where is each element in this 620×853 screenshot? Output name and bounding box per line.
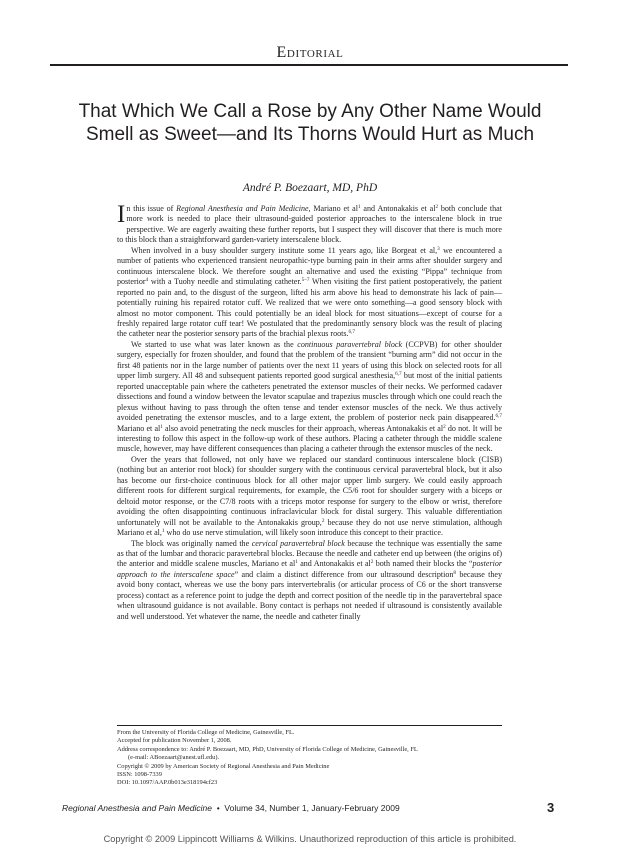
- author-line: André P. Boezaart, MD, PhD: [242, 182, 378, 194]
- term-emphasis: continuous paravertebral block: [297, 339, 403, 349]
- copyright-notice: Copyright © 2009 Lippincott Williams & Wilkins. Unauthorized reproduction of this article is prohibited.: [103, 834, 517, 844]
- paragraph-4: Over the years that followed, not only have we replaced our standard continuous interscalene block (CISB) (nothing but an anterior root block) for shoulder surgery with the continuous cervical paravertebral block, but it also has become our first-choice continuous block for all other major upper limb surgery. We could easily approach different roots for different surgical requirements, for example, the C5/6 root for shoulder surgery with a biceps or deltoid motor response, or the C7/8 roots with a triceps motor response for surgery to the elbow or wrist, therefore avoiding the often disappointing continuous infraclavicular block for distal surgery. This valuable differentiation unfortunately will not be available to the Antonakakis group,$^2$ because they do not use nerve stimulation, although Mariano et al,$^1$ who do use nerve stimulation, will likely soon introduce this concept to their practice.: [117, 454, 502, 538]
- citation: 2: [370, 559, 374, 566]
- citation: 1: [161, 528, 165, 535]
- term-emphasis: cervical paravertebral block: [251, 538, 345, 548]
- citation: 8: [453, 569, 457, 576]
- article-title: That Which We Call a Rose by Any Other Name Would Smell as Sweet—and Its Thorns Would Hurt as Much: [78, 101, 542, 145]
- footnotes: [117, 729, 502, 788]
- journal-name: Regional Anesthesia and Pain Medicine: [176, 204, 309, 213]
- citation: 3: [437, 245, 440, 252]
- footnote-rule: [117, 725, 502, 726]
- footnote-email: (e-mail: ABoezaart@anest.ufl.edu).: [128, 754, 220, 762]
- journal-title: Regional Anesthesia and Pain Medicine: [62, 803, 212, 813]
- paragraph-5: The block was originally named the cervical paravertebral block because the technique was essentially the same as that of the lumbar and thoracic paravertebral blocks. Because the needle and catheter end up between (the origins of) the anterior and middle scalene muscles, Mariano et $al^1$ and Antonakakis et $al^2$ both named their blocks the “posterior approach to the interscalene space” and claim a distinct difference from our ultrasound description$^8$ because they avoid bony contact, whereas we use the bony pars intervertebralis (or articular process of C6 or the short transverse process) contact as a reference point to judge the depth and correct position of the needle tip in the paravertebral space when ultrasound guidance is not available. Bony contact is perhaps not needed if ultrasound is consistently available and well understood. Yet whatever the name, the needle and catheter finally: [117, 538, 503, 621]
- issue-info: Volume 34, Number 1, January-February 2009: [224, 803, 400, 813]
- citation: 2: [435, 204, 439, 210]
- citation: 2: [321, 517, 325, 524]
- citation: 6,7: [348, 329, 355, 336]
- article-body: [117, 201, 503, 622]
- citation: 4: [145, 277, 149, 284]
- running-footer: [62, 803, 400, 813]
- paragraph-2: When involved in a busy shoulder surgery institute some 11 years ago, like Borgeat et al,$^3$ we encountered a number of patients who experienced transient neuropathic-type burning pain in their arms after shoulder surgery and continuous interscalene block. We therefore sought an alternative and used the existing “Pippa” technique from posterior$^4$ with a Tuohy needle and stimulating catheter.$^{5-7}$ When visiting the first patient postoperatively, the patient reported no pain and, to the disgust of the surgeon, lifted his arm above his head to demonstrate his lack of pain—potentially ruining his repaired rotator cuff. We realized that we were onto something—a good sensory block with almost no motor component. This could potentially be an ideal block for most situations—except of course for a freshly repaired large rotator cuff tear! We postulated that the predominantly sensory block was the result of placing the catheter near the posterior sensory parts of the brachial plexus roots.$^{6,7}$: [117, 245, 502, 339]
- term-emphasis: posterior approach to the interscalene space: [117, 559, 503, 579]
- footnote-address: Address correspondence to: André P. Boezaart, MD, PhD, University of Florida College of Medicine, Gainesville, FL: [117, 745, 418, 753]
- paragraph-1: In this issue of Regional Anesthesia and Pain Medicine, Mariano et $al^1$ and Antonakakis et $al^2$ both conclude that more work is needed to place their ultrasound-guided posterior approaches to the interscalene block in true perspective. We are eagerly awaiting these further reports, but I suspect they will discover that there is much more to this block than a straightforward garden-variety interscalene block.: [117, 201, 502, 245]
- citation: 2: [443, 423, 446, 430]
- header-rule: [50, 64, 568, 66]
- footnote-accepted: Accepted for publication November 1, 2008.: [117, 737, 232, 745]
- footnote-affiliation: From the University of Florida College of Medicine, Gainesville, FL.: [117, 729, 295, 736]
- page-number: 3: [547, 800, 555, 815]
- footer-separator: •: [216, 803, 220, 813]
- footnote-copyright: Copyright © 2009 by American Society of Regional Anesthesia and Pain Medicine: [117, 762, 330, 770]
- citation: 1: [160, 423, 163, 430]
- citation: 6,7: [495, 413, 502, 420]
- footnote-doi: DOI: 10.1097/AAP.0b013e318194cf23: [117, 779, 218, 787]
- citation: 6,7: [395, 371, 402, 378]
- citation: 1: [357, 204, 361, 210]
- section-heading: Editorial: [276, 44, 344, 61]
- paragraph-3: We started to use what was later known as the continuous paravertebral block (CCPVB) for other shoulder surgery, especially for frozen shoulder, and found that the problem of the transient “burning arm” did not occur in the first 48 patients nor in the large number of patients over the next 11 years of using this block on selected roots for all upper limb surgery. All 48 and subsequent patients reported good surgical anesthesia,$^{6,7}$ but most of the initial patients reported unacceptable pain where the catheters penetrated the extensor muscles of their necks. We performed cadaver dissections and found a window between the levator scapulae and trapezius muscles through which one could reach the plexus without having to pass through the often tense and tender extensor muscles of the neck. We thus actively avoided penetrating the extensor muscles, and to a large extent, the problem of posterior neck pain disappeared.$^{6,7}$ Mariano et $al^1$ also avoid penetrating the neck muscles for their approach, whereas Antonakakis et $al^2$ do not. It will be interesting to follow this aspect in the follow-up work of these authors. Placing a catheter through the middle scalene muscle, however, may have different consequences than placing a catheter through the extensor muscles of the neck.: [117, 339, 502, 454]
- drop-cap: I: [117, 201, 126, 228]
- citation: 1: [295, 559, 298, 566]
- footnote-issn: ISSN: 1098-7339: [117, 771, 162, 779]
- citation: 5–7: [301, 277, 310, 284]
